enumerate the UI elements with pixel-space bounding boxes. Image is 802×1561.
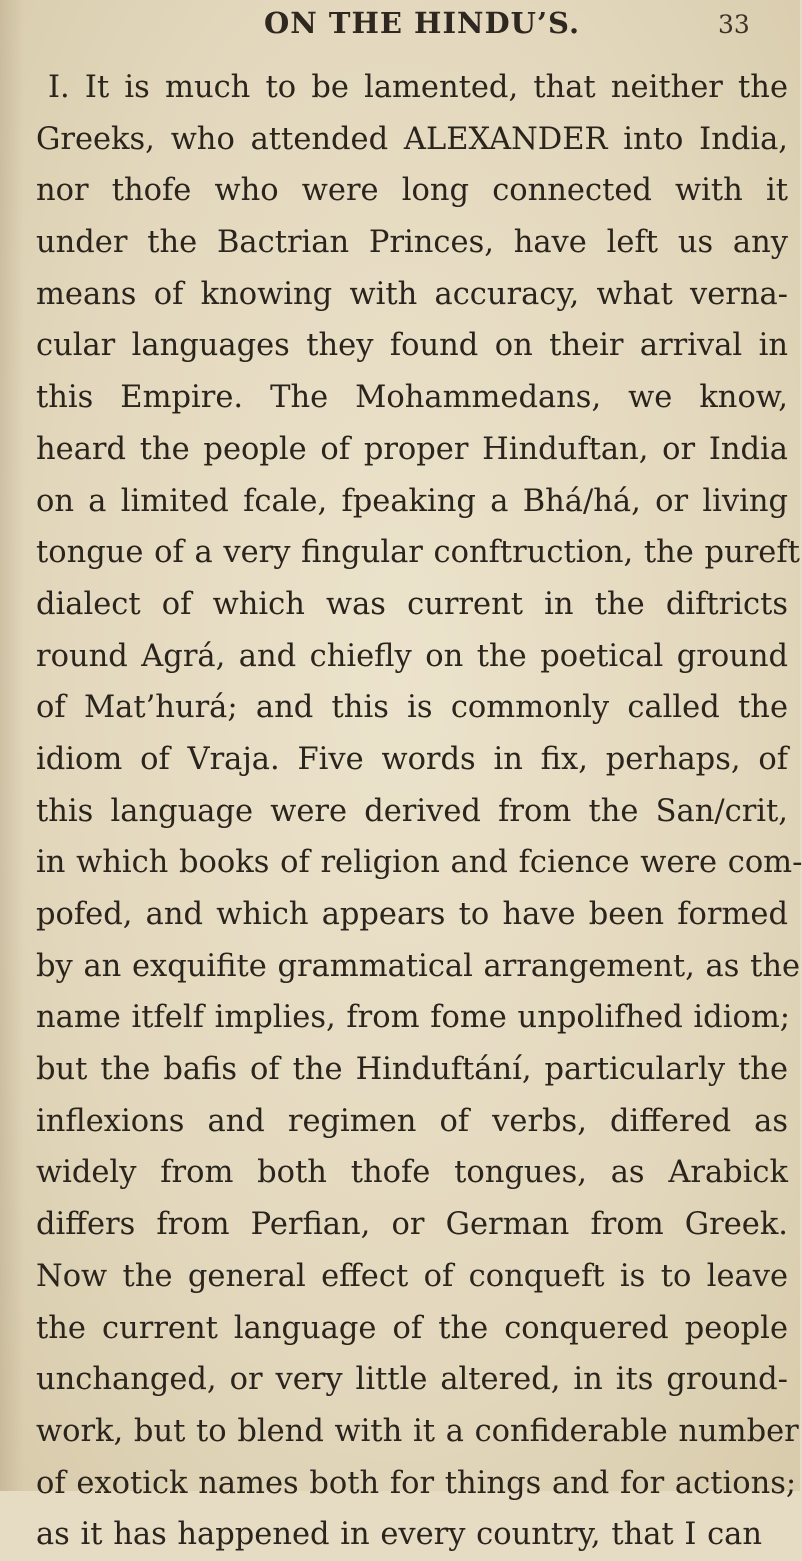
running-title: ON THE HINDU’S.	[264, 6, 581, 40]
text-line: heard the people of proper Hinduftan, or India	[36, 431, 788, 467]
gutter-shadow	[0, 0, 24, 1491]
running-head	[0, 4, 800, 48]
text-line: nor thofe who were long connected with it	[36, 173, 788, 209]
text-line: pofed, and which appears to have been formed	[36, 897, 788, 932]
text-line: in which books of religion and fcience were com-	[36, 845, 802, 881]
text-line: round Agrá, and chiefly on the poetical ground	[36, 638, 788, 674]
text-line: name itfelf implies, from fome unpolifhed idiom;	[36, 1000, 791, 1036]
text-line: of exotick names both for things and for actions;	[36, 1465, 797, 1501]
text-line: means of knowing with accuracy, what verna-	[36, 276, 788, 312]
text-line: this language were derived from the San/crit,	[36, 793, 788, 829]
page-number: 33	[718, 10, 750, 39]
text-line: idiom of Vraja. Five words in fix, perhaps, of	[36, 741, 788, 777]
text-line: dialect of which was current in the diftricts	[36, 586, 788, 622]
text-line: by an exquifite grammatical arrangement, as the	[36, 948, 801, 984]
text-line: under the Bactrian Princes, have left us any	[36, 225, 788, 261]
text-line: but the bafis of the Hinduftání, particularly the	[36, 1052, 788, 1088]
text-line: Greeks, who attended ALEXANDER into India,	[36, 121, 788, 157]
text-line: of Mat’hurá; and this is commonly called the	[36, 690, 788, 726]
text-line: cular languages they found on their arrival in	[36, 328, 788, 364]
text-line: widely from both thofe tongues, as Arabick	[36, 1155, 788, 1191]
text-line: the current language of the conquered people	[36, 1310, 788, 1346]
body-text	[36, 62, 802, 1561]
text-line: as it has happened in every country, that I can	[36, 1517, 763, 1553]
text-line: work, but to blend with it a confiderable number	[36, 1413, 799, 1449]
text-line: unchanged, or very little altered, in its ground-	[36, 1362, 788, 1398]
text-line: Now the general effect of conqueft is to leave	[36, 1258, 788, 1294]
text-line: differs from Perfian, or German from Greek.	[36, 1207, 788, 1243]
text-line: on a limited fcale, fpeaking a Bhá/há, or living	[36, 483, 788, 519]
text-line: inflexions and regimen of verbs, differed as	[36, 1103, 788, 1139]
text-line: I. It is much to be lamented, that neither the	[48, 70, 788, 105]
text-line: this Empire. The Mohammedans, we know,	[36, 380, 788, 416]
text-line: tongue of a very fingular conftruction, the pureft	[36, 535, 800, 571]
